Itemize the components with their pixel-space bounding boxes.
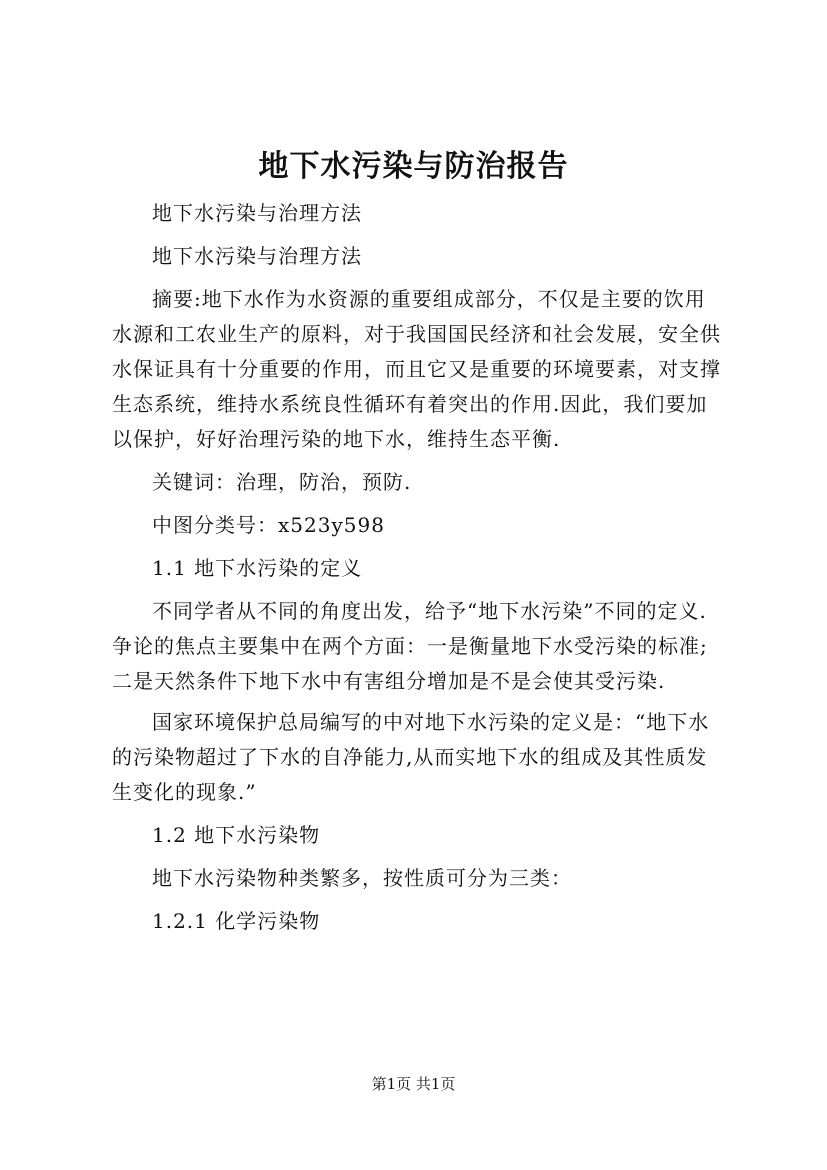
document-title: 地下水污染与防治报告: [258, 149, 569, 184]
paragraph-definition: 不同学者从不同的角度出发，给予“地下水污染”不同的定义.争论的焦点主要集中在两个方面：一是衡量地下水受污染的标准;二是天然条件下地下水中有害组分增加是不是会使其受污染.: [112, 599, 708, 693]
paragraph-subtitle-2: 地下水污染与治理方法: [152, 244, 362, 268]
section-heading-1-2: 1.2 地下水污染物: [152, 823, 321, 847]
document-body: [112, 196, 722, 947]
section-heading-1-2-1: 1.2.1 化学污染物: [152, 909, 321, 933]
page-footer: 第1页 共1页: [371, 1075, 456, 1093]
paragraph-subtitle-1: 地下水污染与治理方法: [152, 201, 362, 225]
paragraph-pollutant-types: 地下水污染物种类繁多，按性质可分为三类：: [152, 866, 572, 890]
section-heading-1-1: 1.1 地下水污染的定义: [152, 556, 363, 580]
paragraph-official-definition: 国家环境保护总局编写的中对地下水污染的定义是：“地下水的污染物超过了下水的自净能力,从而实地下水的组成及其性质发生变化的现象.”: [112, 710, 710, 804]
paragraph-keywords: 关键词：治理，防治，预防.: [152, 470, 412, 494]
paragraph-classification: 中图分类号：x523y598: [152, 513, 385, 537]
paragraph-abstract: 摘要:地下水作为水资源的重要组成部分，不仅是主要的饮用水源和工农业生产的原料，对于我国国民经济和社会发展，安全供水保证具有十分重要的作用，而且它又是重要的环境要素，对支撑生态系统，维持水系统良性循环有着突出的作用.因此，我们要加以保护，好好治理污染的地下水，维持生态平衡.: [112, 287, 721, 451]
